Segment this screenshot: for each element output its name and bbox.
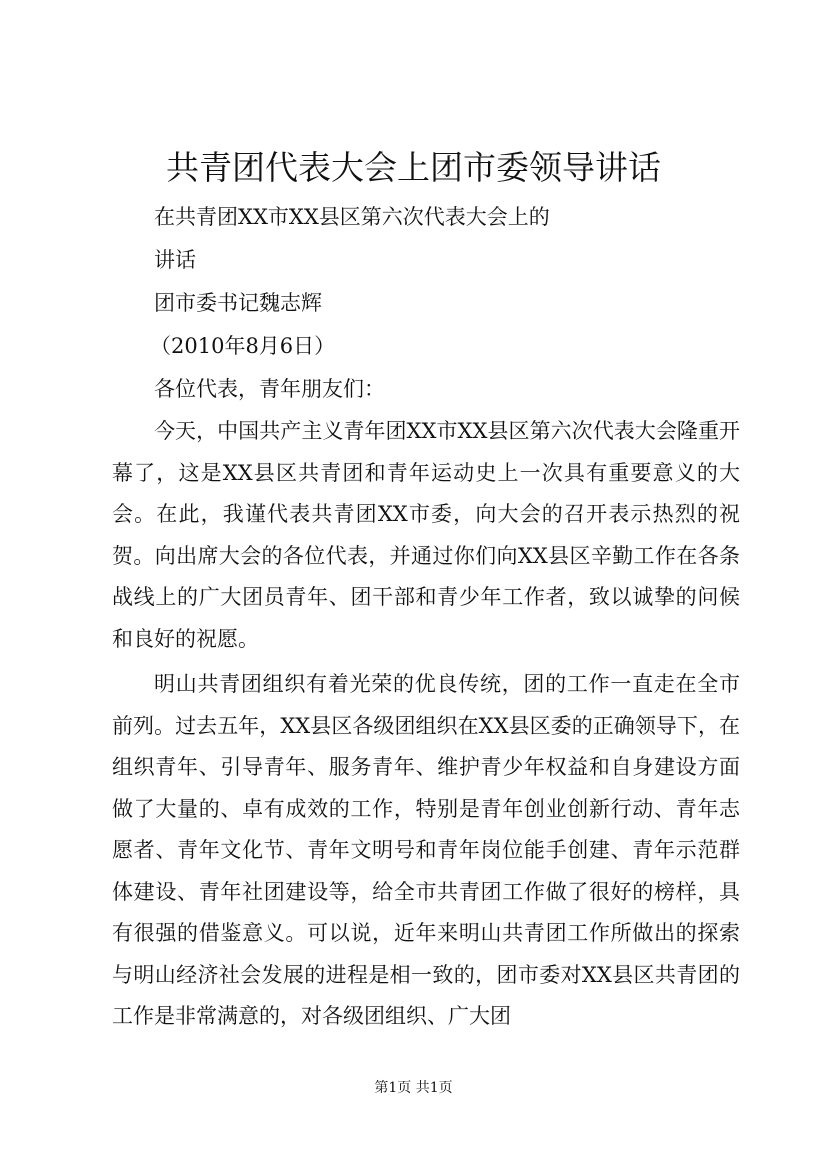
document-title: 共青团代表大会上团市委领导讲话 [166, 148, 661, 187]
speech-header [112, 196, 740, 411]
speech-occasion: 在共青团XX市XX县区第六次代表大会上的 [154, 205, 550, 229]
paragraph-1: 今天，中国共产主义青年团XX市XX县区第六次代表大会隆重开幕了，这是XX县区共青团和青年运动史上一次具有重要意义的大会。在此，我谨代表共青团XX市委，向大会的召开表示热烈的祝贺。向出席大会的各位代表，并通过你们向XX县区辛勤工作在各条战线上的广大团员青年、团干部和青少年工作者，致以诚挚的问候和良好的祝愿。 [112, 419, 740, 651]
document-body [112, 196, 740, 1038]
speech-date: （2010年8月6日） [150, 334, 336, 358]
speaker-line: 团市委书记魏志辉 [154, 291, 322, 315]
salutation: 各位代表，青年朋友们： [154, 377, 385, 401]
page-number-footer: 第1页 共1页 [374, 1080, 453, 1096]
speech-occasion-continued: 讲话 [154, 248, 196, 272]
paragraph-2: 明山共青团组织有着光荣的优良传统，团的工作一直走在全市前列。过去五年，XX县区各级团组织在XX县区委的正确领导下，在组织青年、引导青年、服务青年、维护青少年权益和自身建设方面做了大量的、卓有成效的工作，特别是青年创业创新行动、青年志愿者、青年文化节、青年文明号和青年岗位能手创建、青年示范群体建设、青年社团建设等，给全市共青团工作做了很好的榜样，具有很强的借鉴意义。可以说，近年来明山共青团工作所做出的探索与明山经济社会发展的进程是相一致的，团市委对XX县区共青团的工作是非常满意的，对各级团组织、广大团 [112, 672, 740, 1028]
